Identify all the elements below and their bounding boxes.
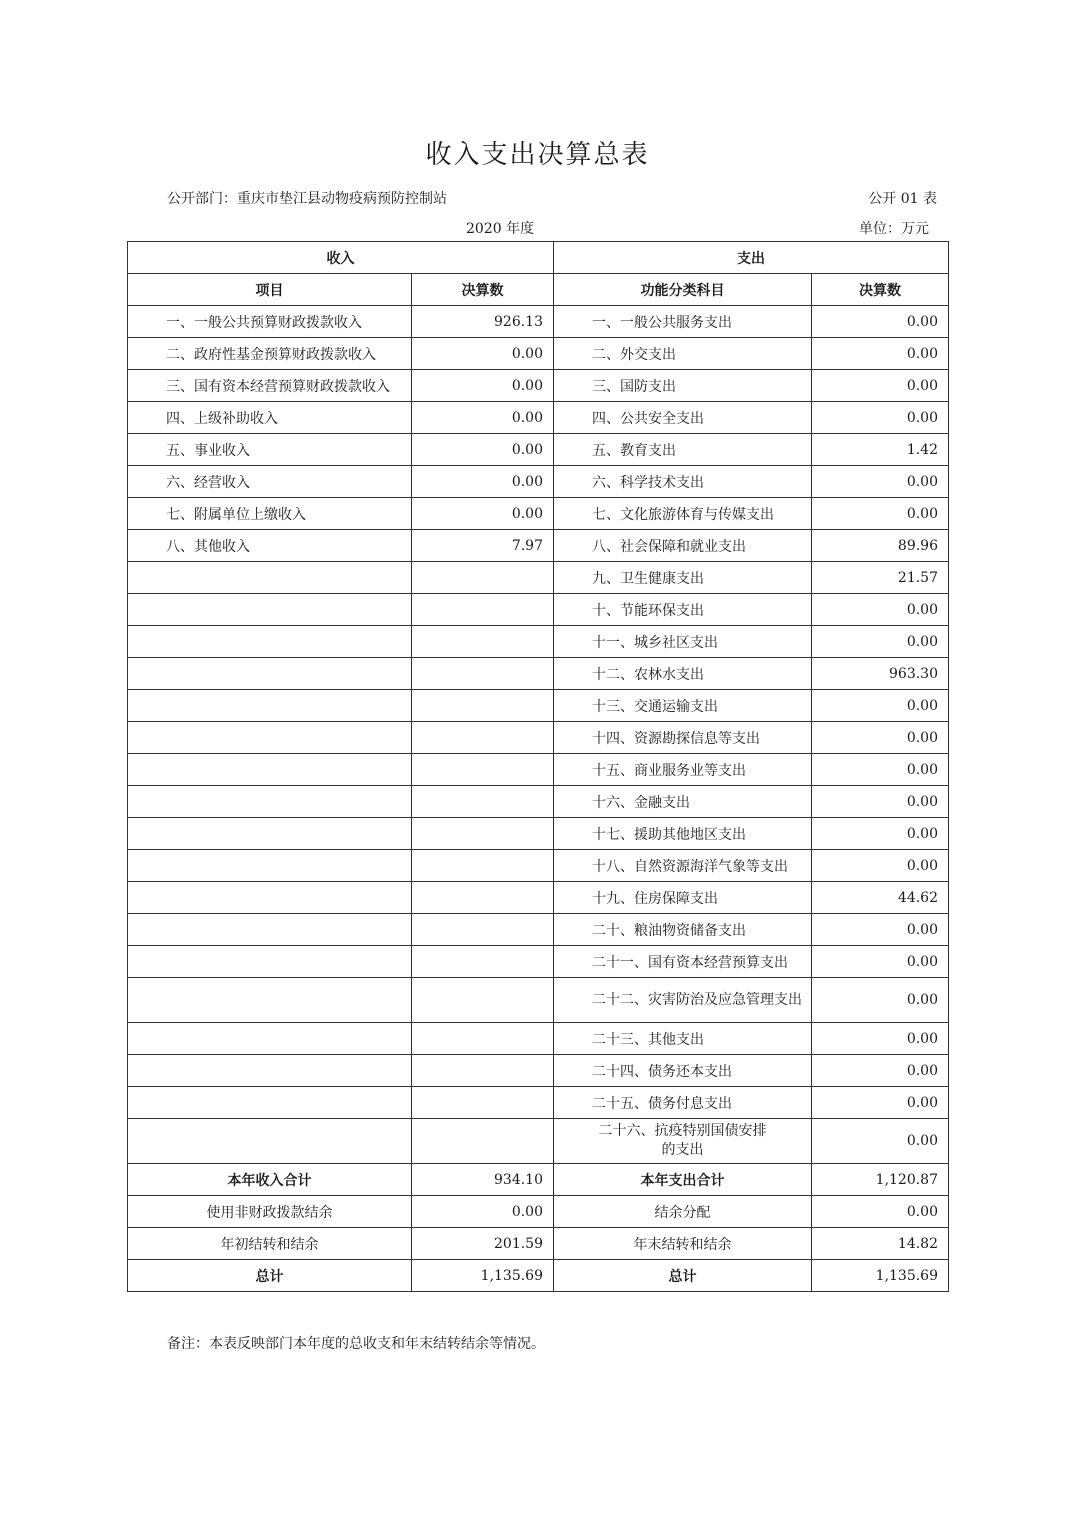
summary-income-label: 使用非财政拨款结余 — [128, 1196, 412, 1228]
table-row — [128, 594, 949, 626]
income-item-label: 四、上级补助收入 — [128, 402, 412, 434]
table-row — [128, 498, 949, 530]
income-item-value — [412, 1023, 554, 1055]
summary-income-label: 本年收入合计 — [128, 1164, 412, 1196]
summary-row — [128, 1164, 949, 1196]
expense-item-value: 0.00 — [812, 850, 949, 882]
income-item-label: 一、一般公共预算财政拨款收入 — [128, 306, 412, 338]
income-item-value — [412, 978, 554, 1023]
expense-item-value: 0.00 — [812, 754, 949, 786]
expense-item-label: 十九、住房保障支出 — [554, 882, 812, 914]
expense-item-value: 0.00 — [812, 338, 949, 370]
expense-item-label: 十七、援助其他地区支出 — [554, 818, 812, 850]
summary-expense-value: 1,135.69 — [812, 1260, 949, 1292]
income-item-value — [412, 1119, 554, 1164]
summary-income-value: 1,135.69 — [412, 1260, 554, 1292]
income-item-label — [128, 1087, 412, 1119]
income-item-value: 0.00 — [412, 402, 554, 434]
table-number: 公开 01 表 — [868, 191, 937, 207]
table-row — [128, 1087, 949, 1119]
expense-item-value: 44.62 — [812, 882, 949, 914]
summary-expense-label: 总计 — [554, 1260, 812, 1292]
expense-item-label: 五、教育支出 — [554, 434, 812, 466]
expense-item-label: 十二、农林水支出 — [554, 658, 812, 690]
summary-row — [128, 1196, 949, 1228]
expense-item-value: 0.00 — [812, 914, 949, 946]
table-body — [128, 306, 949, 1292]
expense-item-value: 0.00 — [812, 370, 949, 402]
income-item-label — [128, 594, 412, 626]
income-item-value — [412, 914, 554, 946]
expense-item-label: 六、科学技术支出 — [554, 466, 812, 498]
summary-income-label: 年初结转和结余 — [128, 1228, 412, 1260]
unit-label: 单位：万元 — [859, 221, 929, 237]
amount2-header: 决算数 — [812, 274, 949, 306]
expense-item-value: 963.30 — [812, 658, 949, 690]
table-row — [128, 434, 949, 466]
expense-item-value: 0.00 — [812, 626, 949, 658]
income-item-label — [128, 626, 412, 658]
expense-item-label: 十三、交通运输支出 — [554, 690, 812, 722]
summary-expense-value: 14.82 — [812, 1228, 949, 1260]
income-item-label — [128, 818, 412, 850]
expense-item-label: 二、外交支出 — [554, 338, 812, 370]
expense-item-label: 九、卫生健康支出 — [554, 562, 812, 594]
income-item-label — [128, 754, 412, 786]
expense-item-label: 一、一般公共服务支出 — [554, 306, 812, 338]
income-item-value: 926.13 — [412, 306, 554, 338]
expense-item-value: 0.00 — [812, 1055, 949, 1087]
expense-item-value: 89.96 — [812, 530, 949, 562]
table-row — [128, 882, 949, 914]
income-item-label — [128, 1119, 412, 1164]
expense-item-label: 二十三、其他支出 — [554, 1023, 812, 1055]
summary-expense-value: 0.00 — [812, 1196, 949, 1228]
income-item-value: 0.00 — [412, 338, 554, 370]
page-title: 收入支出决算总表 — [425, 140, 650, 170]
fiscal-year: 2020 年度 — [466, 221, 535, 237]
income-item-label — [128, 1023, 412, 1055]
income-item-value — [412, 786, 554, 818]
expense-item-value: 0.00 — [812, 690, 949, 722]
income-item-value — [412, 658, 554, 690]
expense-item-value: 0.00 — [812, 1119, 949, 1164]
income-item-label — [128, 722, 412, 754]
table-row — [128, 530, 949, 562]
table-row — [128, 338, 949, 370]
income-item-label — [128, 978, 412, 1023]
expense-item-value: 0.00 — [812, 1087, 949, 1119]
income-item-value — [412, 690, 554, 722]
income-expense-table — [127, 241, 949, 1292]
income-item-label — [128, 946, 412, 978]
table-row — [128, 1055, 949, 1087]
expense-item-label: 十四、资源勘探信息等支出 — [554, 722, 812, 754]
expense-item-value: 0.00 — [812, 978, 949, 1023]
income-item-label — [128, 1055, 412, 1087]
table-row — [128, 658, 949, 690]
summary-row — [128, 1260, 949, 1292]
income-item-label — [128, 658, 412, 690]
expense-item-value: 0.00 — [812, 1023, 949, 1055]
table-row — [128, 690, 949, 722]
income-item-value: 0.00 — [412, 466, 554, 498]
income-item-label: 六、经营收入 — [128, 466, 412, 498]
expense-item-label: 二十、粮油物资储备支出 — [554, 914, 812, 946]
expense-item-value: 0.00 — [812, 306, 949, 338]
table-row — [128, 754, 949, 786]
summary-expense-label: 年末结转和结余 — [554, 1228, 812, 1260]
income-item-label: 三、国有资本经营预算财政拨款收入 — [128, 370, 412, 402]
expense-item-label: 七、文化旅游体育与传媒支出 — [554, 498, 812, 530]
expense-item-value: 0.00 — [812, 946, 949, 978]
table-row — [128, 466, 949, 498]
income-item-value: 0.00 — [412, 434, 554, 466]
expense-item-label: 二十五、债务付息支出 — [554, 1087, 812, 1119]
expense-item-label: 十八、自然资源海洋气象等支出 — [554, 850, 812, 882]
table-row — [128, 306, 949, 338]
expense-item-label: 十一、城乡社区支出 — [554, 626, 812, 658]
table-row — [128, 978, 949, 1023]
table-row — [128, 562, 949, 594]
expense-item-label: 二十二、灾害防治及应急管理支出 — [554, 978, 812, 1023]
summary-row — [128, 1228, 949, 1260]
item-header: 项目 — [128, 274, 412, 306]
income-item-value — [412, 562, 554, 594]
expense-item-label: 三、国防支出 — [554, 370, 812, 402]
expense-item-value: 0.00 — [812, 402, 949, 434]
table-row — [128, 1023, 949, 1055]
summary-income-value: 201.59 — [412, 1228, 554, 1260]
table-row — [128, 818, 949, 850]
income-item-value — [412, 882, 554, 914]
expense-item-value: 0.00 — [812, 466, 949, 498]
footnote: 备注：本表反映部门本年度的总收支和年末结转结余等情况。 — [167, 1336, 545, 1352]
summary-expense-value: 1,120.87 — [812, 1164, 949, 1196]
income-item-value — [412, 594, 554, 626]
income-item-label — [128, 850, 412, 882]
expense-item-label: 十六、金融支出 — [554, 786, 812, 818]
income-item-label: 二、政府性基金预算财政拨款收入 — [128, 338, 412, 370]
income-item-value — [412, 722, 554, 754]
summary-expense-label: 本年支出合计 — [554, 1164, 812, 1196]
income-item-value — [412, 946, 554, 978]
expense-item-value: 0.00 — [812, 594, 949, 626]
department-label: 公开部门：重庆市垫江县动物疫病预防控制站 — [167, 191, 447, 207]
table-row — [128, 1119, 949, 1164]
table-row — [128, 626, 949, 658]
income-item-value — [412, 626, 554, 658]
income-item-label: 七、附属单位上缴收入 — [128, 498, 412, 530]
expense-item-label: 八、社会保障和就业支出 — [554, 530, 812, 562]
expense-header: 支出 — [554, 242, 949, 274]
expense-item-value: 0.00 — [812, 786, 949, 818]
income-item-value: 0.00 — [412, 498, 554, 530]
amount-header: 决算数 — [412, 274, 554, 306]
income-item-value — [412, 754, 554, 786]
expense-item-label: 二十六、抗疫特别国债安排的支出 — [554, 1119, 812, 1164]
table-row — [128, 722, 949, 754]
table-row — [128, 946, 949, 978]
income-item-label — [128, 882, 412, 914]
income-item-value: 0.00 — [412, 370, 554, 402]
income-item-label: 八、其他收入 — [128, 530, 412, 562]
income-header: 收入 — [128, 242, 554, 274]
table-row — [128, 850, 949, 882]
income-item-value — [412, 1055, 554, 1087]
income-item-value — [412, 818, 554, 850]
income-item-label — [128, 562, 412, 594]
summary-income-value: 0.00 — [412, 1196, 554, 1228]
income-item-value: 7.97 — [412, 530, 554, 562]
income-item-label — [128, 786, 412, 818]
func-item-header: 功能分类科目 — [554, 274, 812, 306]
summary-expense-label: 结余分配 — [554, 1196, 812, 1228]
expense-item-value: 0.00 — [812, 818, 949, 850]
expense-item-label: 十五、商业服务业等支出 — [554, 754, 812, 786]
expense-item-label: 十、节能环保支出 — [554, 594, 812, 626]
table-row — [128, 370, 949, 402]
income-item-label: 五、事业收入 — [128, 434, 412, 466]
expense-item-value: 1.42 — [812, 434, 949, 466]
table-row — [128, 402, 949, 434]
income-item-label — [128, 690, 412, 722]
table-row — [128, 914, 949, 946]
expense-item-value: 0.00 — [812, 498, 949, 530]
expense-item-label: 四、公共安全支出 — [554, 402, 812, 434]
expense-item-label: 二十四、债务还本支出 — [554, 1055, 812, 1087]
summary-income-label: 总计 — [128, 1260, 412, 1292]
income-item-label — [128, 914, 412, 946]
income-item-value — [412, 850, 554, 882]
expense-item-label: 二十一、国有资本经营预算支出 — [554, 946, 812, 978]
expense-item-value: 0.00 — [812, 722, 949, 754]
table-row — [128, 786, 949, 818]
expense-item-value: 21.57 — [812, 562, 949, 594]
income-item-value — [412, 1087, 554, 1119]
summary-income-value: 934.10 — [412, 1164, 554, 1196]
